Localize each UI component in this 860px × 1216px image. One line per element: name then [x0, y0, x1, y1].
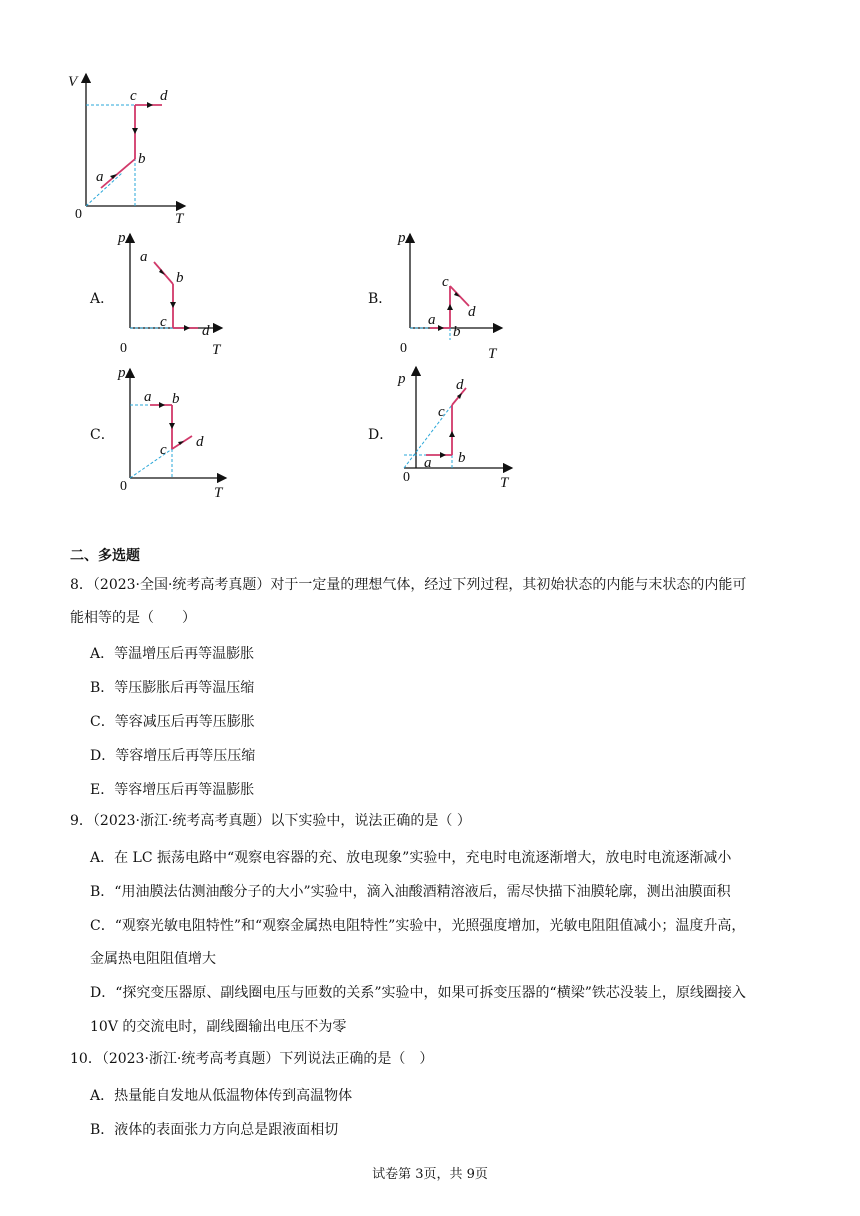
point-b: b [138, 151, 146, 167]
point-d: d [202, 323, 210, 339]
p-axis-label: p [398, 371, 406, 387]
graph-c-letter: C． [90, 427, 115, 443]
q10-option-a: A．热量能自发地从低温物体传到高温物体 [90, 1088, 353, 1104]
q9-option-a: A．在 LC 振荡电路中“观察电容器的充、放电现象”实验中，充电时电流逐渐增大，放电时电流逐渐减小 [90, 850, 732, 866]
graph-c [110, 363, 235, 503]
graph-d [390, 363, 520, 498]
dashed-line [86, 173, 122, 206]
graph-d-letter: D． [368, 427, 394, 443]
arrow-head [147, 102, 153, 108]
origin-label: 0 [120, 479, 127, 494]
q8-option-d: D．等容增压后再等压压缩 [90, 748, 256, 764]
point-d: d [468, 304, 476, 320]
point-b: b [453, 324, 461, 340]
graph-a-letter: A． [90, 291, 115, 307]
origin-label: 0 [403, 470, 410, 485]
point-b: b [176, 270, 184, 286]
origin-label: 0 [400, 341, 407, 356]
t-axis-label: T [175, 211, 184, 227]
q9-option-b: B．“用油膜法估测油酸分子的大小”实验中，滴入油酸酒精溶液后，需尽快描下油膜轮廓，测出油膜面积 [90, 884, 731, 900]
t-axis-label: T [214, 485, 223, 501]
q8-option-b: B．等压膨胀后再等温压缩 [90, 680, 255, 696]
arrow-head [438, 325, 444, 331]
q10-option-b: B．液体的表面张力方向总是跟液面相切 [90, 1122, 339, 1138]
graph-b [390, 228, 510, 363]
point-c: c [442, 274, 449, 290]
point-a: a [140, 249, 148, 265]
point-a: a [428, 312, 436, 328]
p-axis-label: p [398, 230, 406, 246]
point-c: c [160, 442, 167, 458]
t-axis-label: T [212, 342, 221, 358]
q8-option-e: E．等容增压后再等温膨胀 [90, 782, 255, 798]
arrow-head [449, 431, 455, 437]
q9-line1: 9．（2023·浙江·统考高考真题）以下实验中，说法正确的是（ ） [70, 813, 471, 829]
page-footer: 试卷第 3页，共 9页 [372, 1167, 488, 1182]
point-a: a [96, 169, 104, 185]
q9-option-d-line1: D．“探究变压器原、副线圈电压与匝数的关系”实验中，如果可拆变压器的“横梁”铁芯没装上，原线圈接入 [90, 985, 746, 1001]
arrow-head [132, 128, 138, 134]
q9-option-c-line1: C．“观察光敏电阻特性”和“观察金属热电阻特性”实验中，光照强度增加，光敏电阻阻值减小；温度升高， [90, 918, 746, 934]
point-b: b [172, 391, 180, 407]
point-a: a [144, 389, 152, 405]
point-a: a [424, 455, 432, 471]
p-axis-label: p [118, 365, 126, 381]
curve-ab [101, 159, 135, 188]
curve-cd [450, 286, 469, 306]
t-axis-label: T [500, 475, 509, 491]
point-d: d [456, 377, 464, 393]
q10-line1: 10．（2023·浙江·统考高考真题）下列说法正确的是（ ） [70, 1051, 434, 1067]
origin-label: 0 [120, 341, 127, 356]
arrow-head [170, 302, 176, 308]
point-b: b [458, 450, 466, 466]
p-axis-label: p [118, 230, 126, 246]
arrow-head [440, 452, 446, 458]
q9-option-d-line2: 10V 的交流电时，副线圈输出电压不为零 [90, 1019, 347, 1035]
q8-line1: 8．（2023·全国·统考高考真题）对于一定量的理想气体，经过下列过程，其初始状态的内能与末状态的内能可 [70, 577, 747, 593]
point-d: d [196, 434, 204, 450]
graph-b-letter: B． [368, 291, 393, 307]
t-axis-label: T [488, 346, 497, 362]
point-c: c [438, 404, 445, 420]
main-vt-graph [60, 70, 200, 230]
section-title: 二、多选题 [70, 548, 140, 564]
point-d: d [160, 88, 168, 104]
arrow-head [169, 423, 175, 429]
arrow-head [447, 304, 453, 310]
point-c: c [130, 88, 137, 104]
arrow-head [159, 402, 165, 408]
q8-line2: 能相等的是（ ） [70, 610, 196, 626]
q8-option-a: A．等温增压后再等温膨胀 [90, 646, 255, 662]
origin-label: 0 [75, 207, 82, 222]
arrow-head [184, 325, 190, 331]
point-c: c [160, 314, 167, 330]
v-axis-label: V [68, 74, 78, 90]
q8-option-c: C．等容减压后再等压膨胀 [90, 714, 255, 730]
q9-option-c-line2: 金属热电阻阻值增大 [90, 951, 216, 967]
graph-a [110, 228, 230, 363]
